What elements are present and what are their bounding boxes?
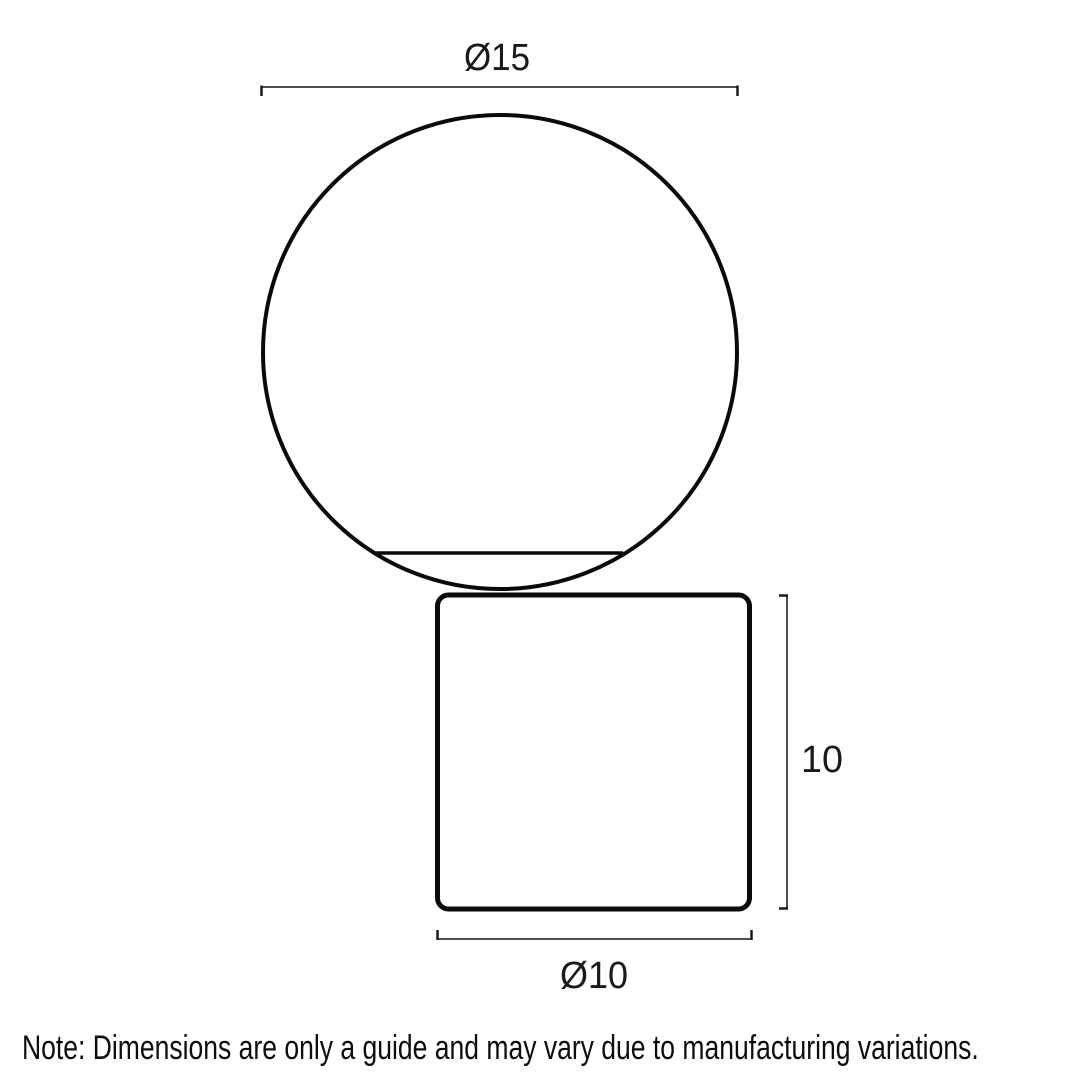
base-diameter-label: Ø10 <box>560 955 628 997</box>
base-height-dimension <box>779 596 843 910</box>
sphere-diameter-dimension <box>261 37 738 96</box>
sphere-outline <box>263 115 737 589</box>
sphere-diameter-label: Ø15 <box>464 37 530 79</box>
base-height-label: 10 <box>801 739 843 781</box>
sphere-circle <box>263 115 737 589</box>
base-diameter-dimension <box>437 930 752 997</box>
disclaimer-note <box>22 1031 1080 1065</box>
base-outline <box>438 595 750 909</box>
disclaimer-note-text: Note: Dimensions are only a guide and may vary due to manufacturing variations. <box>22 1029 979 1067</box>
base-rectangle <box>438 595 750 909</box>
